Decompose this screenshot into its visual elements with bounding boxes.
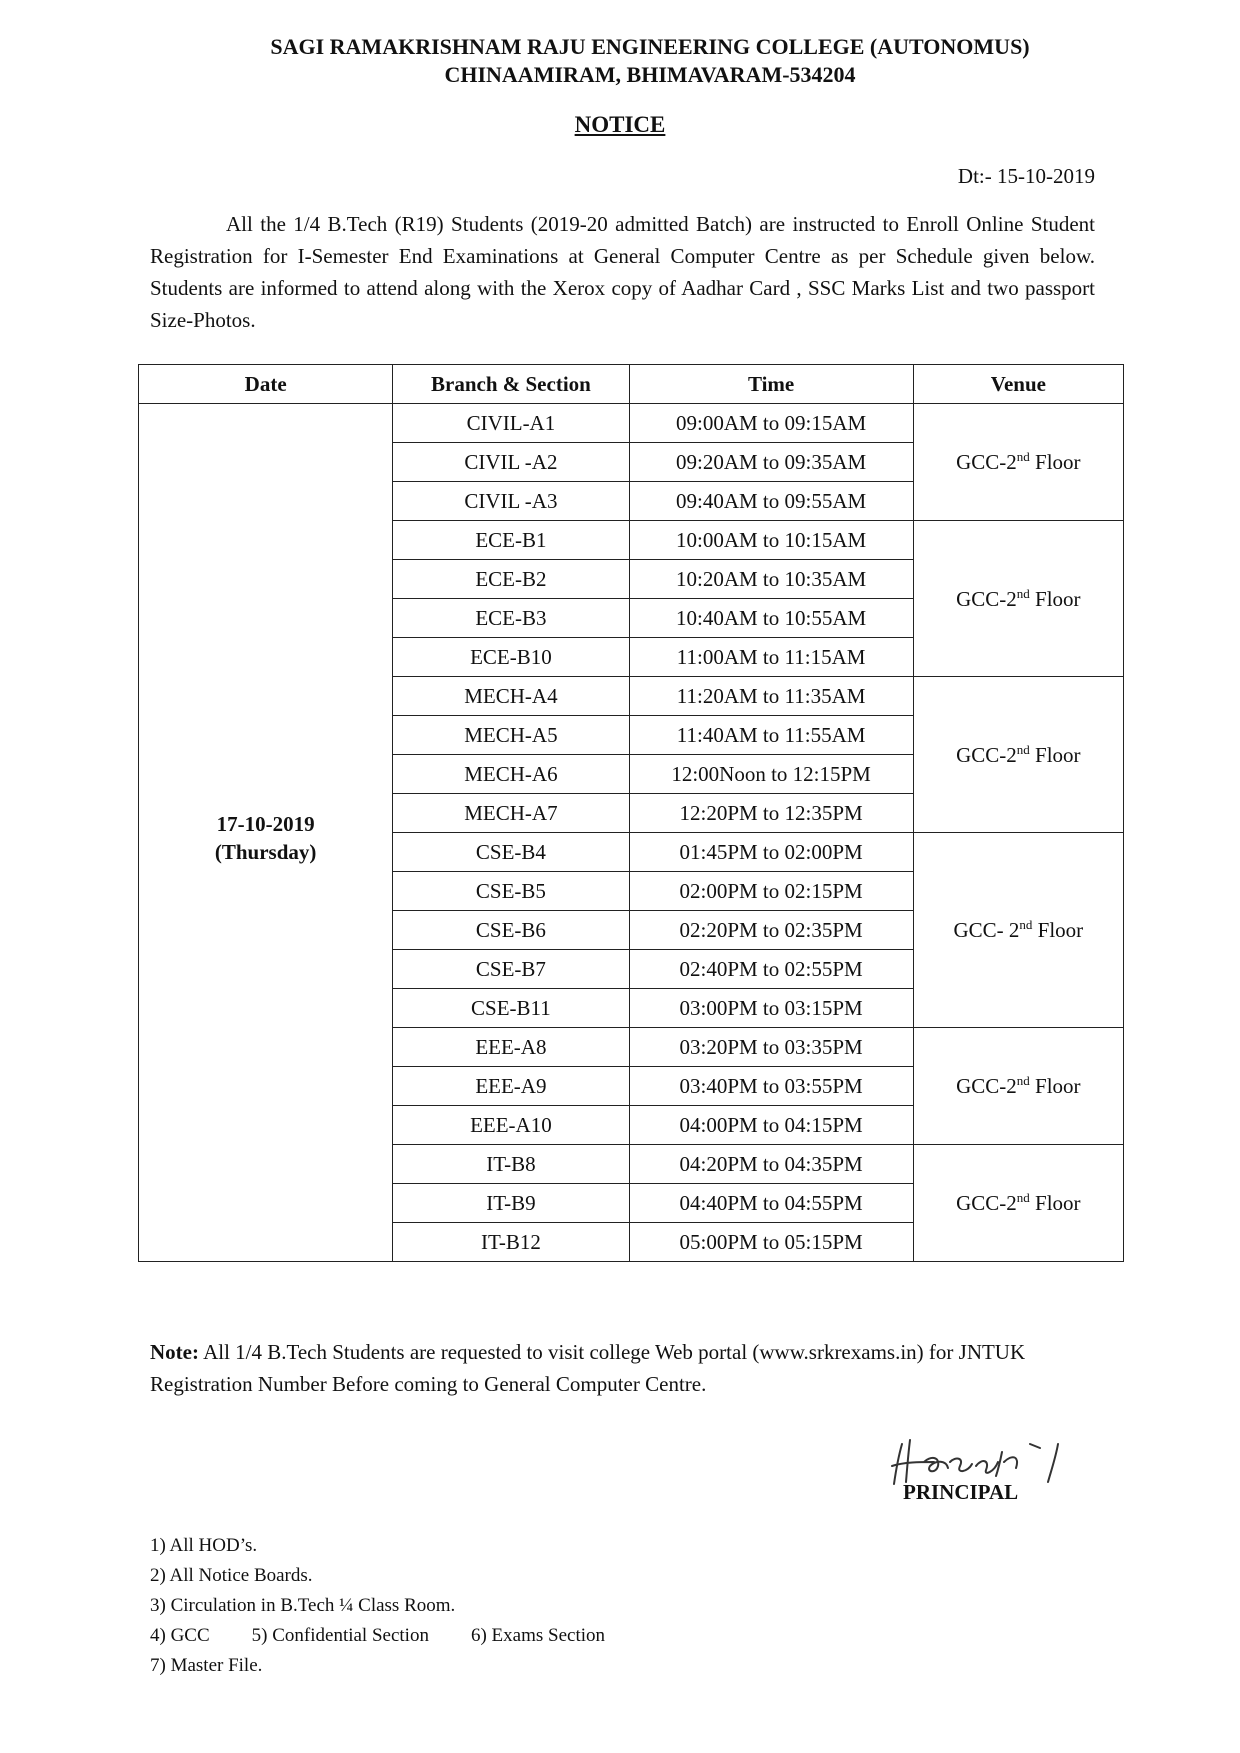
venue-floor: Floor [1029, 586, 1081, 611]
branch-section-cell: MECH-A4 [393, 677, 629, 716]
time-cell: 11:00AM to 11:15AM [629, 638, 913, 677]
distribution-item: 7) Master File. [150, 1655, 263, 1676]
distribution-list [150, 1531, 615, 1681]
venue-text: GCC-2 [956, 586, 1017, 611]
branch-section-cell: CSE-B11 [393, 989, 629, 1028]
branch-section-cell: EEE-A9 [393, 1067, 629, 1106]
exam-day: (Thursday) [214, 839, 317, 864]
header-date: Date [139, 365, 393, 404]
venue-ordinal: nd [1016, 1073, 1030, 1088]
branch-section-cell: CSE-B5 [393, 872, 629, 911]
venue-ordinal: nd [1016, 741, 1030, 757]
note-label: Note: [150, 1340, 199, 1364]
time-cell: 11:40AM to 11:55AM [629, 716, 913, 755]
venue-cell [913, 1145, 1123, 1262]
intro-paragraph: All the 1/4 B.Tech (R19) Students (2019-20 admitted Batch) are instructed to Enroll Online Student Registration for I-Semester End Examinations at General Computer Centre as per Schedule given below. Students are informed to attend along with the Xerox copy of Aadhar Card , SSC Marks List and two passport Size-Photos. [150, 212, 1095, 332]
venue-cell [913, 521, 1123, 677]
time-cell: 12:00Noon to 12:15PM [629, 755, 913, 794]
notice-title [0, 112, 1240, 138]
venue-floor: Floor [1029, 450, 1081, 474]
venue-ordinal: nd [1016, 585, 1030, 601]
college-name: SAGI RAMAKRISHNAM RAJU ENGINEERING COLLEGE (AUTONOMUS) [270, 34, 1030, 59]
header-branch-section: Branch & Section [393, 365, 629, 404]
venue-ordinal: nd [1016, 449, 1030, 464]
branch-section-cell: MECH-A7 [393, 794, 629, 833]
college-address: CHINAAMIRAM, BHIMAVARAM-534204 [444, 62, 856, 87]
branch-section-cell: IT-B9 [393, 1184, 629, 1223]
branch-section-cell: CSE-B7 [393, 950, 629, 989]
distribution-item: 6) Exams Section [470, 1625, 605, 1646]
branch-section-cell: CSE-B6 [393, 911, 629, 950]
venue-ordinal: nd [1019, 917, 1033, 932]
venue-text: GCC-2 [956, 742, 1017, 767]
venue-cell [913, 677, 1123, 833]
time-cell: 10:40AM to 10:55AM [629, 599, 913, 638]
branch-section-cell: ECE-B10 [393, 638, 629, 677]
venue-floor: Floor [1029, 1074, 1081, 1098]
branch-section-cell: CSE-B4 [393, 833, 629, 872]
venue-text: GCC- 2 [953, 918, 1020, 942]
branch-section-cell: MECH-A5 [393, 716, 629, 755]
time-cell: 09:40AM to 09:55AM [629, 482, 913, 521]
time-cell: 02:00PM to 02:15PM [629, 872, 913, 911]
branch-section-cell: ECE-B3 [393, 599, 629, 638]
venue-text: GCC-2 [956, 1191, 1017, 1215]
time-cell: 11:20AM to 11:35AM [629, 677, 913, 716]
time-cell: 10:00AM to 10:15AM [629, 521, 913, 560]
time-cell: 10:20AM to 10:35AM [629, 560, 913, 599]
table-row [139, 404, 1124, 443]
branch-section-cell: MECH-A6 [393, 755, 629, 794]
exam-date: 17-10-2019 [216, 811, 315, 836]
note-text: All 1/4 B.Tech Students are requested to visit college Web portal (www.srkrexams.in) for JNTUK Registration Number Before coming to General Computer Centre. [150, 1340, 1026, 1396]
branch-section-cell: EEE-A8 [393, 1028, 629, 1067]
branch-section-cell: CIVIL -A3 [393, 482, 629, 521]
distribution-item: 3) Circulation in B.Tech ¼ Class Room. [150, 1595, 456, 1616]
time-cell: 05:00PM to 05:15PM [629, 1223, 913, 1262]
venue-text: GCC-2 [956, 450, 1017, 474]
venue-ordinal: nd [1016, 1190, 1030, 1205]
venue-cell [913, 404, 1123, 521]
time-cell: 02:20PM to 02:35PM [629, 911, 913, 950]
branch-section-cell: EEE-A10 [393, 1106, 629, 1145]
branch-section-cell: CIVIL-A1 [393, 404, 629, 443]
distribution-item: 1) All HOD’s. [150, 1535, 258, 1556]
branch-section-cell: ECE-B2 [393, 560, 629, 599]
college-header [0, 33, 1240, 89]
exam-date-cell [139, 404, 393, 1262]
time-cell: 01:45PM to 02:00PM [629, 833, 913, 872]
branch-section-cell: IT-B12 [393, 1223, 629, 1262]
distribution-item: 5) Confidential Section [251, 1625, 429, 1646]
registration-schedule-table [138, 364, 1124, 1262]
venue-floor: Floor [1032, 918, 1084, 942]
time-cell: 09:00AM to 09:15AM [629, 404, 913, 443]
header-venue: Venue [913, 365, 1123, 404]
time-cell: 03:20PM to 03:35PM [629, 1028, 913, 1067]
time-cell: 03:40PM to 03:55PM [629, 1067, 913, 1106]
time-cell: 12:20PM to 12:35PM [629, 794, 913, 833]
table-header-row [139, 365, 1124, 404]
notice-title-text: NOTICE [574, 112, 666, 137]
time-cell: 03:00PM to 03:15PM [629, 989, 913, 1028]
branch-section-cell: ECE-B1 [393, 521, 629, 560]
principal-title: PRINCIPAL [903, 1480, 1019, 1504]
distribution-item-row4 [150, 1621, 615, 1651]
schedule-body [139, 404, 1124, 1262]
distribution-item: 2) All Notice Boards. [150, 1565, 313, 1586]
time-cell: 09:20AM to 09:35AM [629, 443, 913, 482]
branch-section-cell: CIVIL -A2 [393, 443, 629, 482]
venue-cell [913, 833, 1123, 1028]
time-cell: 04:20PM to 04:35PM [629, 1145, 913, 1184]
notice-date: Dt:- 15-10-2019 [957, 164, 1095, 188]
distribution-item: 4) GCC [150, 1625, 210, 1646]
time-cell: 04:00PM to 04:15PM [629, 1106, 913, 1145]
note-paragraph [150, 1336, 1110, 1400]
time-cell: 04:40PM to 04:55PM [629, 1184, 913, 1223]
branch-section-cell: IT-B8 [393, 1145, 629, 1184]
venue-cell [913, 1028, 1123, 1145]
venue-text: GCC-2 [956, 1074, 1017, 1098]
venue-floor: Floor [1029, 1191, 1081, 1215]
time-cell: 02:40PM to 02:55PM [629, 950, 913, 989]
header-time: Time [629, 365, 913, 404]
venue-floor: Floor [1029, 742, 1081, 767]
